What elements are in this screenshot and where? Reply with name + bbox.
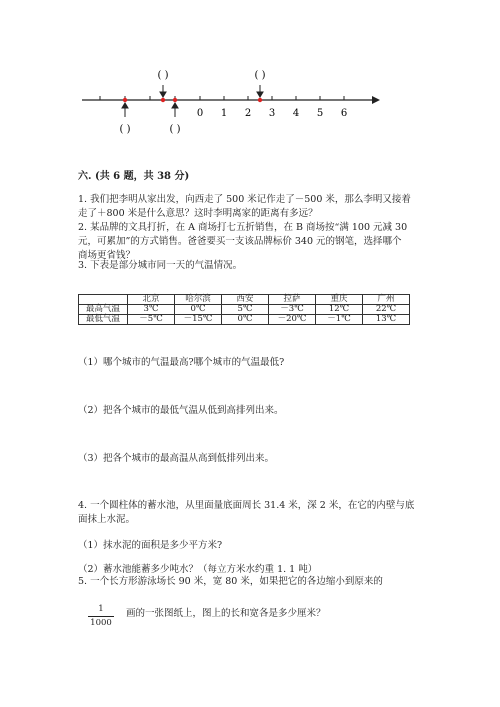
city-header: 重庆 <box>316 295 363 305</box>
tick-label-2: 2 <box>244 108 252 119</box>
tick-label-1: 1 <box>220 108 228 119</box>
tick-label-0: 0 <box>196 108 204 119</box>
q4-line2: 面抹上水泥。 <box>78 514 136 525</box>
low-temp-cell: 13℃ <box>363 315 410 325</box>
city-header: 拉萨 <box>269 295 316 305</box>
q3-line1: 3. 下表是部分城市同一天的气温情况。 <box>78 260 243 271</box>
point-a <box>123 98 127 102</box>
high-temp-cell: 0℃ <box>175 305 222 315</box>
up-arrows <box>122 103 178 117</box>
q3-sub2: （2）把各个城市的最低气温从低到高排列出来。 <box>78 405 284 416</box>
q3-sub1: （1）哪个城市的气温最高?哪个城市的气温最低? <box>78 357 285 368</box>
q5-line1: 5. 一个长方形游泳场长 90 米，宽 80 米，如果把它的各边缩小到原来的 <box>78 576 383 587</box>
tick-label-3: 3 <box>268 108 276 119</box>
paren-bottom-1: ( ) <box>119 124 131 135</box>
table-row-high <box>79 305 410 315</box>
q4-sub2: （2）蓄水池能蓄多少吨水？（每立方米水约重 1. 1 吨） <box>78 564 318 575</box>
down-arrows <box>160 85 263 97</box>
tick-label-4: 4 <box>292 108 300 119</box>
low-temp-cell: －20℃ <box>269 315 316 325</box>
city-header: 哈尔滨 <box>175 295 222 305</box>
high-temp-cell: 3℃ <box>128 305 175 315</box>
paren-top-2: ( ) <box>254 70 266 81</box>
q4-sub1: （1）抹水泥的面积是多少平方米? <box>78 540 223 551</box>
number-line-arrowhead <box>372 96 380 104</box>
table-corner-cell <box>79 295 128 305</box>
q2-line2: 元，可累加”的方式销售。爸爸要买一支该品牌标价 340 元的钢笔，选择哪个 <box>78 236 402 247</box>
city-header: 西安 <box>222 295 269 305</box>
temperature-table <box>78 294 410 325</box>
paren-bottom-2: ( ) <box>169 124 181 135</box>
high-temp-cell: 22℃ <box>363 305 410 315</box>
point-b <box>161 98 165 102</box>
high-temp-cell: 12℃ <box>316 305 363 315</box>
city-header: 广州 <box>363 295 410 305</box>
q2-line1: 2. 某品牌的文具打折，在 A 商场打七五折销售，在 B 商场按“满 100 元减 30 <box>78 222 408 233</box>
high-temp-cell: －3℃ <box>269 305 316 315</box>
table-row-low <box>79 315 410 325</box>
low-temp-cell: －15℃ <box>175 315 222 325</box>
q4-line1: 4. 一个圆柱体的蓄水池，从里面量底面周长 31.4 米，深 2 米，在它的内壁与底 <box>78 500 415 511</box>
q5-line2: 画的一张图纸上，图上的长和宽各是多少厘米？ <box>126 608 326 619</box>
low-temp-cell: －1℃ <box>316 315 363 325</box>
q1-line1: 1. 我们把李明从家出发，向西走了 500 米记作走了－500 米，那么李明又接着 <box>78 194 411 205</box>
low-temp-cell: 0℃ <box>222 315 269 325</box>
fraction-denominator: 1000 <box>90 618 112 628</box>
section-title: 六. (共 6 题，共 38 分) <box>78 171 190 182</box>
number-line-figure <box>0 0 500 160</box>
tick-label-5: 5 <box>316 108 324 119</box>
point-c <box>173 98 177 102</box>
paren-top-1: ( ) <box>157 70 169 81</box>
fraction-numerator: 1 <box>98 604 104 614</box>
scale-fraction <box>88 604 114 629</box>
row-label-low: 最低气温 <box>79 315 128 325</box>
city-header: 北京 <box>128 295 175 305</box>
q1-line2: 走了＋800 米是什么意思？这时李明离家的距离有多远？ <box>78 208 318 219</box>
fraction-bar <box>88 616 114 617</box>
tick-label-6: 6 <box>340 108 348 119</box>
row-label-high: 最高气温 <box>79 305 128 315</box>
q3-sub3: （3）把各个城市的最高温从高到低排列出来。 <box>78 453 275 464</box>
high-temp-cell: 5℃ <box>222 305 269 315</box>
table-header-row <box>79 295 410 305</box>
q2-line3: 商场更省钱？ <box>78 250 136 261</box>
low-temp-cell: －5℃ <box>128 315 175 325</box>
point-d <box>258 98 262 102</box>
